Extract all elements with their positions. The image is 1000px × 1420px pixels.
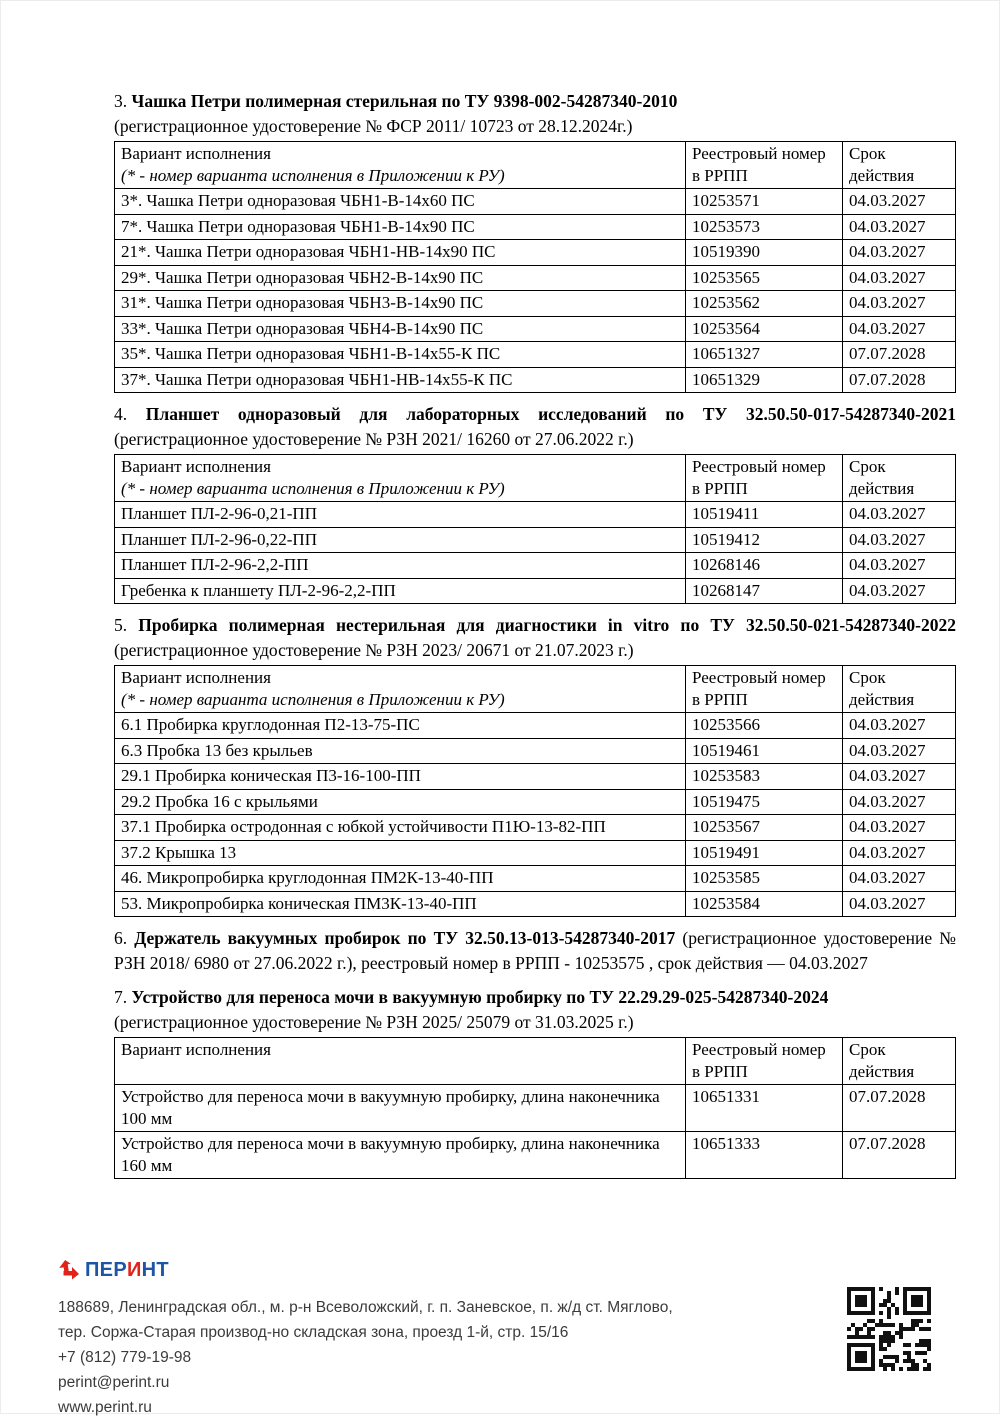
address-line-1: 188689, Ленинградская обл., м. р-н Всеволожский, г. п. Заневское, п. ж/д ст. Мяглово, [58,1299,673,1316]
valid-until: 04.03.2027 [843,502,956,528]
registry-number: 10253583 [686,764,843,790]
table-row [115,815,956,841]
table-row [115,713,956,739]
registry-number: 10519461 [686,738,843,764]
table-row [115,866,956,892]
variant-name: Планшет ПЛ-2-96-0,22-ПП [115,527,686,553]
variant-name: 3*. Чашка Петри одноразовая ЧБН1-В-14х60 ПС [115,189,686,215]
perint-logo-icon [58,1260,80,1282]
registry-number: 10253584 [686,891,843,917]
valid-until: 04.03.2027 [843,866,956,892]
logo-part-2: И [126,1259,142,1281]
registry-number: 10651331 [686,1085,843,1132]
valid-until: 04.03.2027 [843,527,956,553]
document-content [114,89,956,1188]
section-test-tube [114,613,956,917]
registry-number: 10519475 [686,789,843,815]
section-heading [114,613,956,663]
column-header-validity: Срок действия [843,142,956,189]
phone-number: +7 (812) 779-19-98 [58,1349,192,1366]
registry-number: 10253562 [686,291,843,317]
variant-name: 29*. Чашка Петри одноразовая ЧБН2-В-14х90 ПС [115,265,686,291]
valid-until: 04.03.2027 [843,815,956,841]
section-urine-transfer-device [114,985,956,1179]
section-number: 5. [114,615,128,635]
column-header-registry: Реестровый номер в РРПП [686,666,843,713]
valid-until: 04.03.2027 [843,214,956,240]
table-row [115,316,956,342]
valid-until: 04.03.2027 [843,738,956,764]
registry-number: 10519491 [686,840,843,866]
registration-note: (регистрационное удостоверение № РЗН 2018/ 6980 от 27.06.2022 г.), реестровый номер в РРПП - 10253575 , срок действия — 04.03.2027 [114,928,956,973]
column-header-variant-label: Вариант исполнения [121,457,271,476]
variants-table-device [114,1037,956,1179]
registry-number: 10253585 [686,866,843,892]
registration-note: (регистрационное удостоверение № РЗН 2021/ 16260 от 27.06.2022 г.) [114,429,634,449]
table-header-row [115,1038,956,1085]
registry-number: 10253564 [686,316,843,342]
variant-name: 31*. Чашка Петри одноразовая ЧБН3-В-14х90 ПС [115,291,686,317]
variant-name: 46. Микропробирка круглодонная ПМ2К-13-40-ПП [115,866,686,892]
section-heading [114,926,956,976]
valid-until: 04.03.2027 [843,891,956,917]
table-row [115,240,956,266]
variants-table-petri [114,141,956,393]
section-heading [114,402,956,452]
column-header-variant-label: Вариант исполнения [121,668,271,687]
table-row [115,342,956,368]
variant-name: 37*. Чашка Петри одноразовая ЧБН1-НВ-14х55-К ПС [115,367,686,393]
table-row [115,502,956,528]
table-row [115,738,956,764]
address-line-2: тер. Соржа-Старая производ-но складская зона, проезд 1-й, стр. 15/16 [58,1324,569,1341]
table-row [115,891,956,917]
valid-until: 07.07.2028 [843,1085,956,1132]
registry-number: 10651327 [686,342,843,368]
valid-until: 04.03.2027 [843,240,956,266]
column-header-variant [115,666,686,713]
registry-number: 10519390 [686,240,843,266]
registry-number: 10253566 [686,713,843,739]
table-row [115,291,956,317]
valid-until: 04.03.2027 [843,789,956,815]
column-header-registry: Реестровый номер в РРПП [686,1038,843,1085]
valid-until: 04.03.2027 [843,265,956,291]
column-header-variant-note: (* - номер варианта исполнения в Приложении к РУ) [121,478,505,498]
variant-name: 53. Микропробирка коническая ПМ3К-13-40-ПП [115,891,686,917]
valid-until: 04.03.2027 [843,578,956,604]
table-row [115,764,956,790]
table-row [115,578,956,604]
valid-until: 04.03.2027 [843,189,956,215]
logo-part-3: НТ [141,1259,169,1281]
variants-table-plate [114,454,956,604]
table-header-row [115,666,956,713]
variant-name: Планшет ПЛ-2-96-2,2-ПП [115,553,686,579]
column-header-registry: Реестровый номер в РРПП [686,455,843,502]
variants-table-tube [114,665,956,917]
table-header-row [115,455,956,502]
variant-name: 21*. Чашка Петри одноразовая ЧБН1-НВ-14х90 ПС [115,240,686,266]
registry-number: 10519412 [686,527,843,553]
table-row [115,789,956,815]
valid-until: 07.07.2028 [843,342,956,368]
variant-name: 7*. Чашка Петри одноразовая ЧБН1-В-14х90 ПС [115,214,686,240]
table-row [115,1085,956,1132]
column-header-variant-label: Вариант исполнения [121,144,271,163]
column-header-variant-note: (* - номер варианта исполнения в Приложении к РУ) [121,689,505,709]
valid-until: 04.03.2027 [843,713,956,739]
valid-until: 04.03.2027 [843,840,956,866]
registration-note: (регистрационное удостоверение № РЗН 2023/ 20671 от 21.07.2023 г.) [114,640,634,660]
table-header-row [115,142,956,189]
table-row [115,189,956,215]
registration-note: (регистрационное удостоверение № РЗН 2025/ 25079 от 31.03.2025 г.) [114,1012,634,1032]
section-title: Планшет одноразовый для лабораторных исследований по ТУ 32.50.50-017-54287340-2021 [145,404,956,424]
variant-name: 29.2 Пробка 16 с крыльями [115,789,686,815]
table-row [115,265,956,291]
section-number: 6. [114,928,128,948]
registry-number: 10253565 [686,265,843,291]
table-row [115,367,956,393]
variant-name: 35*. Чашка Петри одноразовая ЧБН1-В-14х55-К ПС [115,342,686,368]
registration-note: (регистрационное удостоверение № ФСР 2011/ 10723 от 28.12.2024г.) [114,116,633,136]
section-tube-holder [114,926,956,976]
website-url: www.perint.ru [58,1399,152,1416]
table-row [115,527,956,553]
logo-part-1: ПЕР [85,1259,127,1281]
table-row [115,214,956,240]
registry-number: 10268147 [686,578,843,604]
valid-until: 07.07.2028 [843,1132,956,1179]
column-header-variant: Вариант исполнения [115,1038,686,1085]
column-header-registry: Реестровый номер в РРПП [686,142,843,189]
registry-number: 10651329 [686,367,843,393]
variant-name: Устройство для переноса мочи в вакуумную пробирку, длина наконечника 160 мм [115,1132,686,1179]
section-number: 7. [114,987,128,1007]
table-row [115,1132,956,1179]
section-title: Пробирка полимерная нестерильная для диагностики in vitro по ТУ 32.50.50-021-54287340-2022 [138,615,956,635]
variant-name: 37.1 Пробирка остродонная с юбкой устойчивости П1Ю-13-82-ПП [115,815,686,841]
column-header-variant [115,455,686,502]
table-row [115,553,956,579]
section-title: Устройство для переноса мочи в вакуумную пробирку по ТУ 22.29.29-025-54287340-2024 [131,987,829,1007]
column-header-variant-note: (* - номер варианта исполнения в Приложении к РУ) [121,165,505,185]
valid-until: 07.07.2028 [843,367,956,393]
variant-name: 33*. Чашка Петри одноразовая ЧБН4-В-14х90 ПС [115,316,686,342]
valid-until: 04.03.2027 [843,764,956,790]
variant-name: 29.1 Пробирка коническая П3-16-100-ПП [115,764,686,790]
footer [58,1259,673,1420]
registry-number: 10253571 [686,189,843,215]
qr-code [847,1287,935,1375]
column-header-validity: Срок действия [843,455,956,502]
section-petri-dish [114,89,956,393]
registry-number: 10651333 [686,1132,843,1179]
variant-name: Устройство для переноса мочи в вакуумную пробирку, длина наконечника 100 мм [115,1085,686,1132]
section-number: 4. [114,404,128,424]
variant-name: Гребенка к планшету ПЛ-2-96-2,2-ПП [115,578,686,604]
valid-until: 04.03.2027 [843,553,956,579]
column-header-variant [115,142,686,189]
table-row [115,840,956,866]
valid-until: 04.03.2027 [843,316,956,342]
registry-number: 10268146 [686,553,843,579]
variant-name: 6.3 Пробка 13 без крыльев [115,738,686,764]
registry-number: 10253573 [686,214,843,240]
email-address: perint@perint.ru [58,1374,170,1391]
section-number: 3. [114,91,128,111]
section-title: Держатель вакуумных пробирок по ТУ 32.50.13-013-54287340-2017 [134,928,676,948]
section-heading [114,985,956,1035]
column-header-validity: Срок действия [843,1038,956,1085]
company-logo-text [85,1259,169,1282]
registry-number: 10253567 [686,815,843,841]
valid-until: 04.03.2027 [843,291,956,317]
column-header-validity: Срок действия [843,666,956,713]
section-lab-plate [114,402,956,604]
variant-name: 6.1 Пробирка круглодонная П2-13-75-ПС [115,713,686,739]
variant-name: Планшет ПЛ-2-96-0,21-ПП [115,502,686,528]
section-title: Чашка Петри полимерная стерильная по ТУ 9398-002-54287340-2010 [131,91,678,111]
section-heading [114,89,956,139]
company-logo [58,1259,673,1282]
variant-name: 37.2 Крышка 13 [115,840,686,866]
registry-number: 10519411 [686,502,843,528]
